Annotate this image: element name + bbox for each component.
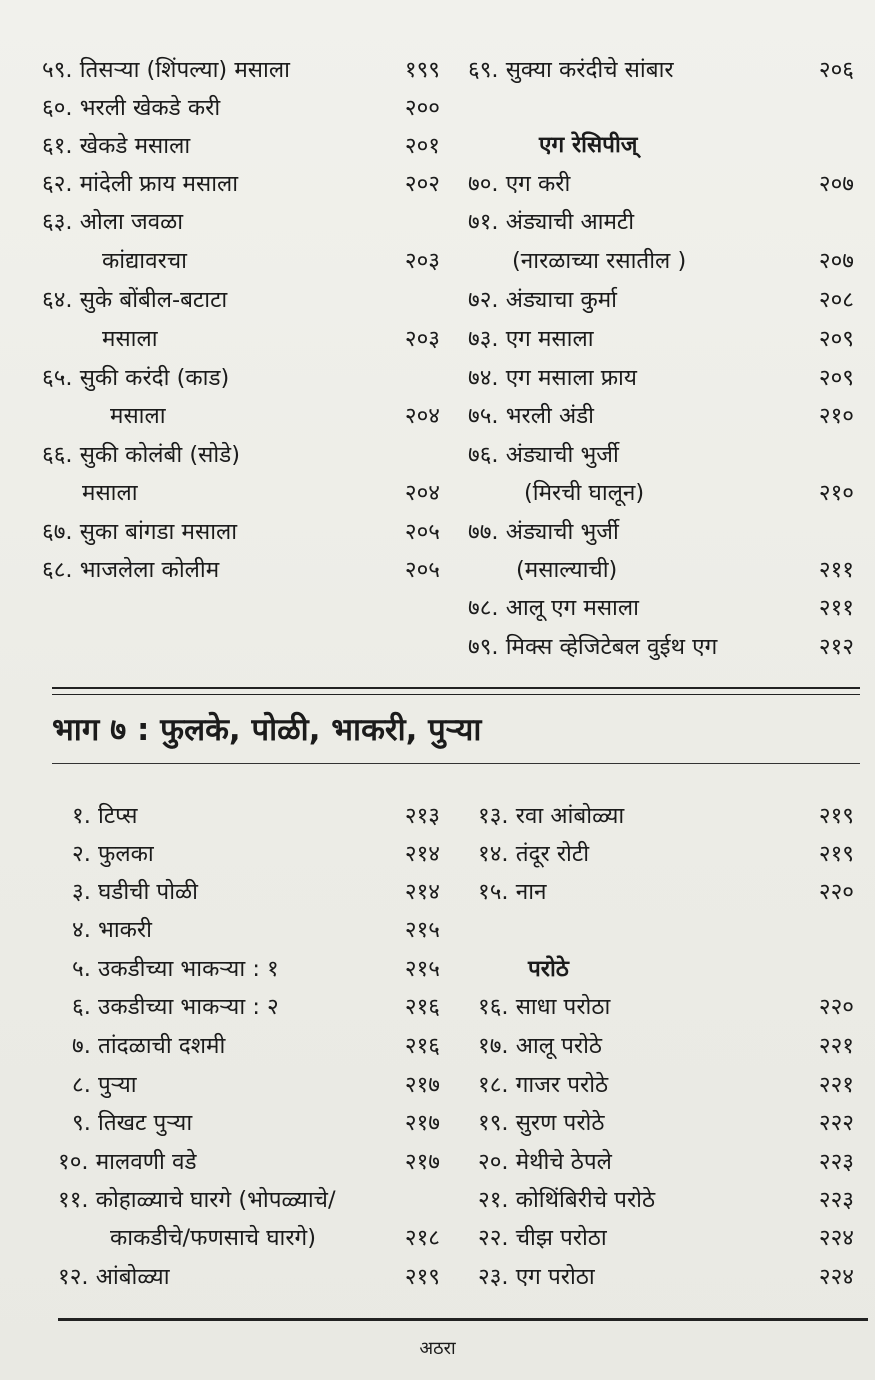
- entry-title: २१. कोथिंबिरीचे परोठे: [478, 1187, 656, 1213]
- entry-title: १३. रवा आंबोळ्या: [478, 803, 625, 829]
- section-divider-bottom: [52, 694, 860, 695]
- entry-page: २०९: [818, 365, 854, 391]
- toc-entry: [42, 281, 440, 319]
- toc-entry-continuation: [110, 397, 440, 435]
- entry-title: ६४. सुके बोंबील-बटाटा: [42, 287, 228, 313]
- entry-title: २३. एग परोठा: [478, 1264, 595, 1290]
- toc-entry: [478, 873, 854, 911]
- entry-page: २०४: [404, 403, 440, 429]
- toc-entry: [72, 950, 440, 988]
- entry-page: २०८: [818, 287, 854, 313]
- entry-page: २११: [818, 557, 854, 583]
- entry-title: १०. मालवणी वडे: [58, 1149, 197, 1175]
- entry-page: २१८: [404, 1225, 440, 1251]
- entry-page: १९९: [404, 57, 440, 83]
- entry-title: १५. नान: [478, 879, 547, 905]
- toc-entry: [478, 835, 854, 873]
- entry-title: ६. उकडीच्या भाकऱ्या : २: [72, 994, 279, 1020]
- entry-title: ९. तिखट पुऱ्या: [72, 1110, 193, 1136]
- entry-title: ७. तांदळाची दशमी: [72, 1033, 226, 1059]
- entry-page: २२३: [818, 1187, 854, 1213]
- entry-title: ७६. अंड्याची भुर्जी: [468, 442, 619, 468]
- entry-title: १७. आलू परोठे: [478, 1033, 602, 1059]
- toc-entry: [58, 1181, 440, 1219]
- entry-page: २१९: [818, 803, 854, 829]
- entry-title: ३. घडीची पोळी: [72, 879, 198, 905]
- entry-title: १. टिप्स: [72, 803, 138, 829]
- entry-title: ६५. सुकी करंदी (काड): [42, 365, 230, 391]
- entry-page: २१३: [404, 803, 440, 829]
- toc-entry: [42, 127, 440, 165]
- entry-page: २०५: [404, 557, 440, 583]
- entry-title: ७१. अंड्याची आमटी: [468, 209, 635, 235]
- entry-page: २०९: [818, 326, 854, 352]
- toc-entry: [468, 436, 854, 474]
- toc-entry: [72, 911, 440, 949]
- entry-page: २१४: [404, 879, 440, 905]
- entry-title: ११. कोहाळ्याचे घारगे (भोपळ्याचे/: [58, 1187, 336, 1213]
- toc-entry: [72, 797, 440, 835]
- entry-title: ६६. सुकी कोलंबी (सोडे): [42, 442, 240, 468]
- toc-entry-continuation: [516, 551, 854, 589]
- part-title: भाग ७ : फुलके, पोळी, भाकरी, पुऱ्या: [52, 712, 482, 748]
- toc-entry: [478, 988, 854, 1026]
- entry-page: २१०: [818, 480, 854, 506]
- toc-entry: [478, 1104, 854, 1142]
- toc-entry: [468, 203, 854, 241]
- entry-page: २१५: [404, 917, 440, 943]
- toc-entry-continuation: [110, 1219, 440, 1257]
- entry-title-continued: (मसाल्याची): [516, 557, 618, 583]
- toc-entry: [468, 589, 854, 627]
- toc-entry-continuation: [102, 242, 440, 280]
- entry-page: २१९: [404, 1264, 440, 1290]
- entry-title: ७८. आलू एग मसाला: [468, 595, 639, 621]
- toc-entry: [72, 1027, 440, 1065]
- toc-entry: [468, 165, 854, 203]
- section-heading-egg-recipes: एग रेसिपीज्: [539, 132, 638, 158]
- entry-page: २०७: [818, 248, 854, 274]
- entry-page: २२३: [818, 1149, 854, 1175]
- toc-entry: [72, 1104, 440, 1142]
- entry-title-continued: कांद्यावरचा: [102, 248, 187, 274]
- entry-page: २००: [404, 95, 440, 121]
- section-divider-top: [52, 687, 860, 689]
- entry-title: ७२. अंड्याचा कुर्मा: [468, 287, 618, 313]
- entry-title: १४. तंदूर रोटी: [478, 841, 590, 867]
- entry-page: २०४: [404, 480, 440, 506]
- entry-title: २. फुलका: [72, 841, 154, 867]
- entry-page: २०५: [404, 519, 440, 545]
- entry-title: ६१. खेकडे मसाला: [42, 133, 191, 159]
- toc-entry: [58, 1143, 440, 1181]
- entry-title: ६२. मांदेली फ्राय मसाला: [42, 171, 239, 197]
- entry-page: २२०: [818, 879, 854, 905]
- toc-entry: [42, 551, 440, 589]
- entry-title-continued: मसाला: [110, 403, 166, 429]
- toc-entry: [478, 1066, 854, 1104]
- toc-entry: [42, 89, 440, 127]
- entry-page: २१०: [818, 403, 854, 429]
- entry-page: २२१: [818, 1033, 854, 1059]
- toc-entry: [468, 397, 854, 435]
- entry-title: ७५. भरली अंडी: [468, 403, 595, 429]
- toc-entry: [478, 1027, 854, 1065]
- toc-entry: [478, 1181, 854, 1219]
- toc-entry: [468, 51, 854, 89]
- toc-entry-continuation: [524, 474, 854, 512]
- entry-page: २१४: [404, 841, 440, 867]
- toc-entry-continuation: [102, 320, 440, 358]
- entry-title: ७४. एग मसाला फ्राय: [468, 365, 637, 391]
- entry-title: ७०. एग करी: [468, 171, 571, 197]
- entry-page: २१९: [818, 841, 854, 867]
- entry-title: ४. भाकरी: [72, 917, 152, 943]
- toc-entry: [72, 873, 440, 911]
- entry-page: २०२: [404, 171, 440, 197]
- toc-entry: [42, 359, 440, 397]
- toc-entry: [478, 1143, 854, 1181]
- entry-page: २२१: [818, 1072, 854, 1098]
- entry-title: ७३. एग मसाला: [468, 326, 594, 352]
- entry-title: १९. सुरण परोठे: [478, 1110, 605, 1136]
- toc-entry: [468, 281, 854, 319]
- entry-title: २०. मेथीचे ठेपले: [478, 1149, 612, 1175]
- entry-title: ६०. भरली खेकडे करी: [42, 95, 221, 121]
- entry-title-continued: (मिरची घालून): [524, 480, 645, 506]
- toc-entry: [478, 1219, 854, 1257]
- entry-title: १८. गाजर परोठे: [478, 1072, 609, 1098]
- toc-entry: [478, 797, 854, 835]
- entry-title-continued: मसाला: [102, 326, 158, 352]
- entry-title: ८. पुऱ्या: [72, 1072, 137, 1098]
- entry-title: २२. चीझ परोठा: [478, 1225, 607, 1251]
- toc-entry-continuation: [82, 474, 440, 512]
- entry-title: ६९. सुक्या करंदीचे सांबार: [468, 57, 674, 83]
- title-underline: [52, 763, 860, 764]
- entry-page: २०३: [404, 248, 440, 274]
- entry-page: २१५: [404, 956, 440, 982]
- toc-entry: [42, 513, 440, 551]
- footer-rule: [58, 1318, 868, 1321]
- entry-title: १२. आंबोळ्या: [58, 1264, 170, 1290]
- entry-page: २१७: [404, 1149, 440, 1175]
- section-heading-parathas: परोठे: [528, 956, 569, 982]
- entry-page: २२४: [818, 1225, 854, 1251]
- entry-title-continued: काकडीचे/फणसाचे घारगे): [110, 1225, 316, 1251]
- page-folio: अठरा: [419, 1338, 456, 1359]
- toc-entry: [42, 51, 440, 89]
- toc-entry: [72, 1066, 440, 1104]
- toc-entry-continuation: [512, 242, 854, 280]
- entry-page: २१२: [818, 634, 854, 660]
- toc-entry: [72, 988, 440, 1026]
- entry-title: ६७. सुका बांगडा मसाला: [42, 519, 238, 545]
- entry-title: ५९. तिसऱ्या (शिंपल्या) मसाला: [42, 57, 290, 83]
- toc-entry: [42, 203, 440, 241]
- toc-entry: [468, 320, 854, 358]
- entry-page: २०३: [404, 326, 440, 352]
- entry-title: ५. उकडीच्या भाकऱ्या : १: [72, 956, 279, 982]
- entry-page: २२२: [818, 1110, 854, 1136]
- entry-page: २०७: [818, 171, 854, 197]
- entry-title: ६३. ओला जवळा: [42, 209, 184, 235]
- entry-title-continued: (नारळाच्या रसातील ): [512, 248, 687, 274]
- entry-page: २१६: [404, 994, 440, 1020]
- entry-title: ७७. अंड्याची भुर्जी: [468, 519, 619, 545]
- toc-entry: [468, 628, 854, 666]
- toc-entry: [468, 359, 854, 397]
- entry-page: २१७: [404, 1072, 440, 1098]
- entry-title: ६८. भाजलेला कोलीम: [42, 557, 220, 583]
- entry-page: २२४: [818, 1264, 854, 1290]
- entry-page: २२०: [818, 994, 854, 1020]
- entry-page: २०१: [404, 133, 440, 159]
- toc-entry: [42, 165, 440, 203]
- entry-title: ७९. मिक्स व्हेजिटेबल वुईथ एग: [468, 634, 718, 660]
- entry-page: २०६: [818, 57, 854, 83]
- toc-entry: [42, 436, 440, 474]
- entry-page: २११: [818, 595, 854, 621]
- entry-title: १६. साधा परोठा: [478, 994, 611, 1020]
- entry-page: २१७: [404, 1110, 440, 1136]
- toc-entry: [468, 513, 854, 551]
- toc-entry: [72, 835, 440, 873]
- entry-page: २१६: [404, 1033, 440, 1059]
- toc-entry: [58, 1258, 440, 1296]
- toc-entry: [478, 1258, 854, 1296]
- entry-title-continued: मसाला: [82, 480, 138, 506]
